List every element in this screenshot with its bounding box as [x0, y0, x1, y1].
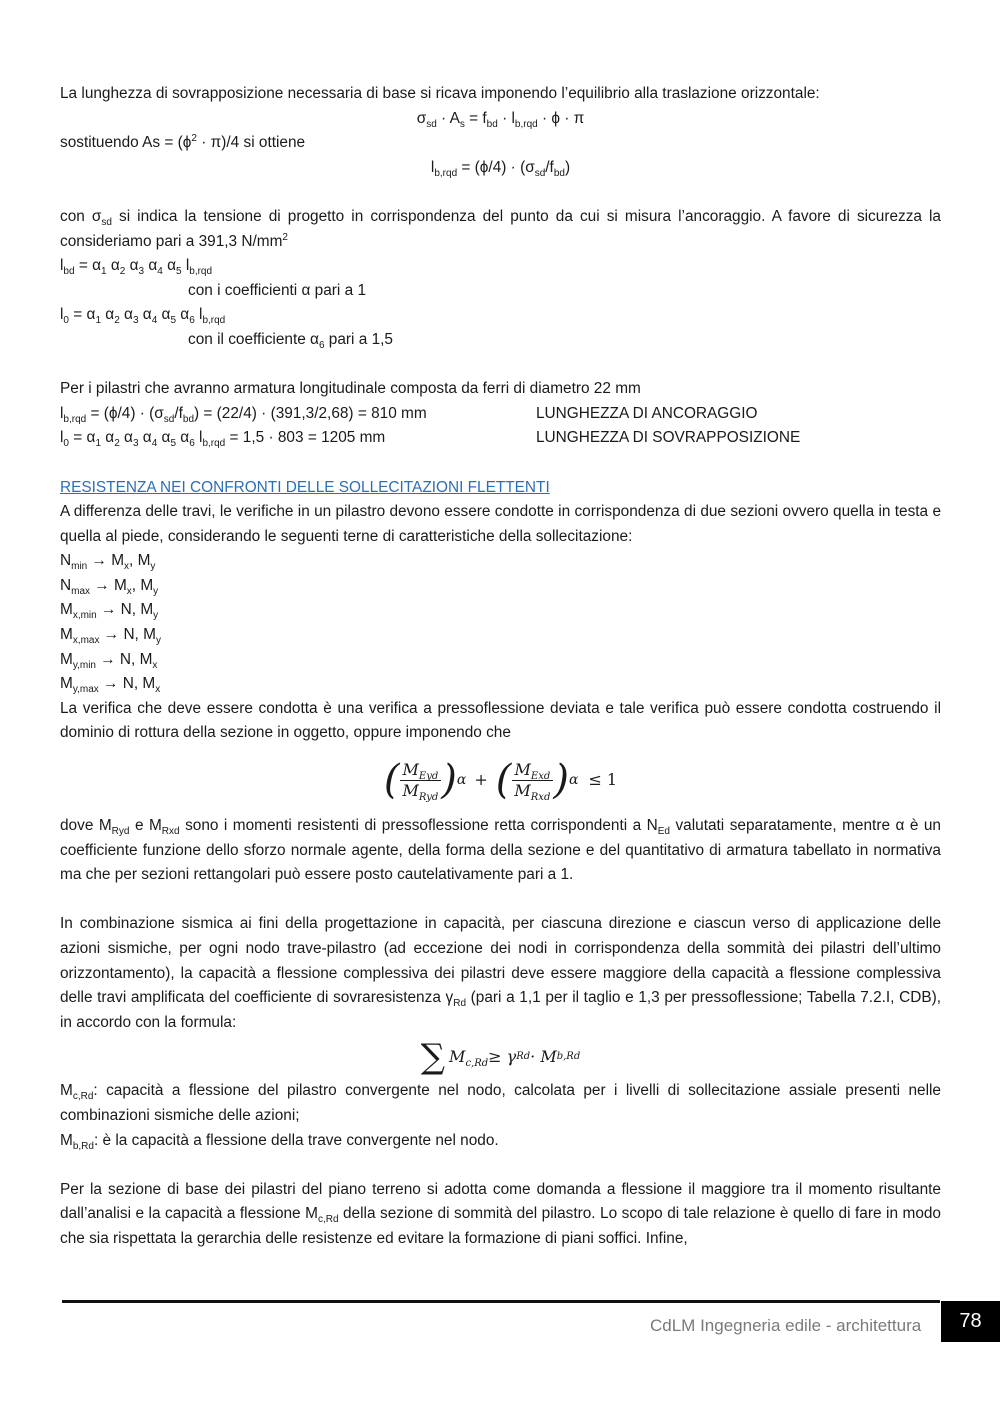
lbd-note: con i coefficienti α pari a 1 [188, 281, 367, 299]
list-item: $M_{y,max} \to N$, $M_x$ [60, 675, 161, 696]
calc-overlap: $l_0 = \alpha_1$ $\alpha_2$ $\alpha_3$ $\alpha_4$ $\alpha_5$ $\alpha_6$ $l_{b,rqd} = 1,5 \cdot 803 = 1205$ mm LUNGHEZZA DI SOVRAPPOSIZIONE [60, 426, 941, 451]
formula-biaxial-check: ( $\frac{M_{Eyd}}{M_{Ryd}}$ ) α + ( $\frac{M_{Exd}}{M_{Rxd}}$ ) α ≤ 1 [383, 757, 618, 804]
paragraph-intro: La lunghezza di sovrapposizione necessaria di base si ricava imponendo l’equilibrio alla traslazione orizzontale: [60, 85, 820, 102]
l0-formula: $l_0 = \alpha_1$ $\alpha_2$ $\alpha_3$ $\alpha_4$ $\alpha_5$ $\alpha_6$ $l_{b,rqd}$ [60, 306, 226, 327]
definition-mcrd: $M_{c,Rd}$: capacità a flessione del pilastro convergente nel nodo, calcolata per i livelli di sollecitazione assiale presenti nelle combinazioni sismiche delle azioni; [60, 1082, 941, 1124]
paragraph-pressoflessione: La verifica che deve essere condotta è una verifica a pressoflessione deviata e tale verifica può essere condotta costruendo il dominio di rottura della sezione in oggetto, oppure imponendo che [60, 699, 941, 742]
formula-capacity: ∑ $M_{c,Rd}$ ≥ γ Rd · M b,Rd [420, 1037, 581, 1078]
calc-anchorage: $l_{b,rqd} = (\phi/4) \cdot (\sigma_{sd}/f_{bd}) = (22/4) \cdot (391,3/2,68) = 810$ mm LUNGHEZZA DI ANCORAGGIO [60, 402, 941, 427]
list-item: $M_{y,min} \to N$, $M_x$ [60, 650, 158, 671]
paragraph-verifiche: A differenza delle travi, le verifiche in un pilastro devono essere condotte in corrispondenza di due sezioni ovvero quella in testa e quella al piede, considerando le seguenti terne di caratteristiche della sollecitazione: [60, 503, 941, 545]
page-number: 78 [941, 1301, 1000, 1342]
list-item: $N_{min} \to M_x$, $M_y$ [60, 552, 156, 573]
footer-rule [62, 1300, 940, 1303]
section-heading-link[interactable]: RESISTENZA NEI CONFRONTI DELLE SOLLECITAZIONI FLETTENTI [60, 478, 550, 496]
list-item: $M_{x,min} \to N$, $M_y$ [60, 601, 159, 622]
footer-course: CdLM Ingegneria edile - architettura [650, 1316, 922, 1335]
pilastri-intro: Per i pilastri che avranno armatura longitudinale composta da ferri di diametro 22 mm [60, 380, 641, 398]
substitution-line: sostituendo $As = (\phi^2 \cdot \pi)/4$ si ottiene [60, 133, 306, 152]
l0-note: con il coefficiente $\alpha_6$ pari a 1,5 [188, 330, 393, 352]
paragraph-base-section: Per la sezione di base dei pilastri del piano terreno si adotta come domanda a flessione il maggiore tra il momento risultante dall’analisi e la capacità a flessione $M_{c,Rd}$ della sezione di sommità del pilastro. Lo scopo di tale relazione è quello di fare in modo che sia rispettata la gerarchia delle resistenze ed evitare la formazione di piani soffici. Infine, [60, 1180, 941, 1247]
overlap-label: LUNGHEZZA DI SOVRAPPOSIZIONE [536, 429, 801, 447]
paragraph-capacity-design: In combinazione sismica ai fini della progettazione in capacità, per ciascuna direzione e ciascun verso di applicazione delle azioni sismiche, per ogni nodo trave-pilastro (ad eccezione dei nodi in corrispondenza della sommità dei pilastri dell’ultimo orizzontamento), la capacità a flessione complessiva dei pilastri deve essere maggiore della capacità a flessione complessiva delle travi amplificata del coefficiente di sovraresistenza $\gamma_{Rd}$ (pari a 1,1 per il taglio e 1,3 per pressoflessione; Tabella 7.2.I, CDB), in accordo con la formula: [60, 915, 941, 1031]
definition-mbrd: $M_{b,Rd}$: è la capacità a flessione della trave convergente nel nodo. [60, 1131, 499, 1152]
equation-lbrqd: $l_{b,rqd} = (\phi/4) \cdot (\sigma_{sd}/f_{bd})$ [430, 158, 571, 179]
lbd-formula: $l_{bd} = \alpha_1$ $\alpha_2$ $\alpha_3$ $\alpha_4$ $\alpha_5$ $l_{b,rqd}$ [60, 257, 213, 278]
list-item: $M_{x,max} \to N$, $M_y$ [60, 626, 161, 647]
section-heading[interactable] [60, 476, 941, 501]
paragraph-resisting-moments: dove $M_{Ryd}$ e $M_{Rxd}$ sono i momenti resistenti di pressoflessione retta corrispondenti a $N_{Ed}$ valutati separatamente, mentre α è un coefficiente funzione dello sforzo normale agente, della forma della sezione e del quantitativo di armatura tabellato in normativa ma che per sezioni rettangolari può essere posto cautelativamente pari a 1. [60, 817, 941, 884]
paragraph-design-stress: con $\sigma_{sd}$ si indica la tensione di progetto in corrispondenza del punto da cui si misura l’ancoraggio. A favore di sicurezza la consideriamo pari a 391,3 $N/mm^2$ [60, 207, 941, 250]
anchorage-label: LUNGHEZZA DI ANCORAGGIO [536, 404, 758, 422]
terne-list [60, 549, 941, 697]
list-item: $N_{max} \to M_x$, $M_y$ [60, 576, 159, 597]
page-body [60, 82, 941, 1252]
equation-equilibrium: $\sigma_{sd} \cdot A_s = f_{bd} \cdot l_{b,rqd} \cdot \phi \cdot \pi$ [416, 109, 585, 130]
